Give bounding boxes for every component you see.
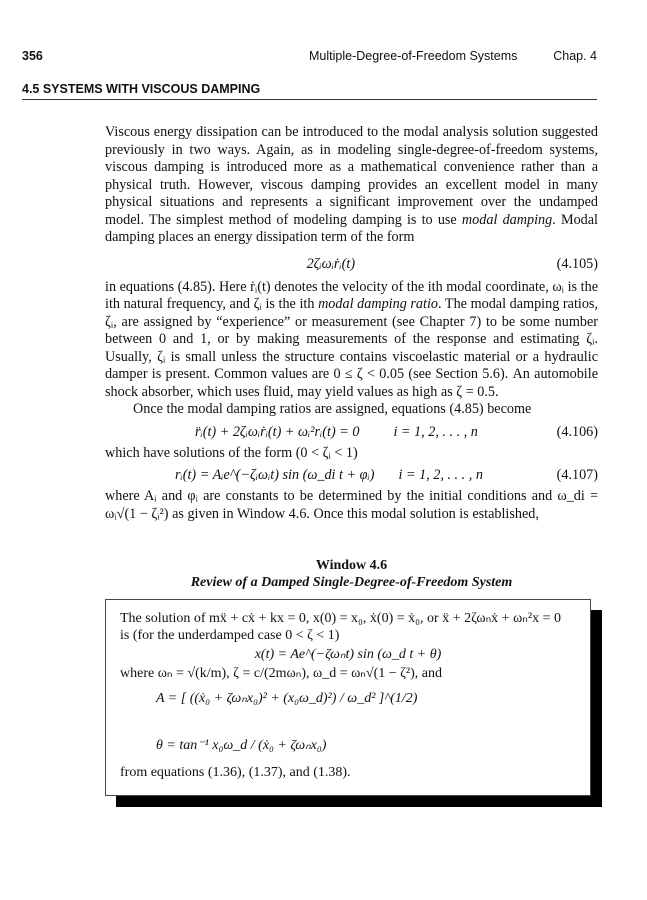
- text: in equations (4.85). Here ṙᵢ(t) denotes the velocity of the ith modal coordinate, ωᵢ is the ith natural frequency, and ζᵢ is the ith: [105, 278, 598, 312]
- window-equation: x(t) = Ae^(−ζωₙt) sin (ω_d t + θ): [254, 647, 442, 662]
- text: Viscous energy dissipation can be introduced to the modal analysis solution suggested previously in two ways. Again, as in modeling single-degree-of-freedom systems, viscous damping is introduced more as a mathematical convenience rather than a physical truth. However, viscous damping provides an excellent model in many physical situations and represents a significant improvement over the undamped model. The simplest method of modeling damping is to use: [105, 124, 598, 228]
- amplitude-formula: A = [ ((ẋ₀ + ζωₙx₀)² + (x₀ω_d)²) / ω_d² ]^(1/2): [156, 691, 418, 706]
- equation-expr: r̈ᵢ(t) + 2ζᵢωᵢṙᵢ(t) + ωᵢ²rᵢ(t) = 0: [195, 423, 360, 440]
- page-number: 356: [22, 49, 43, 63]
- equation-expr: rᵢ(t) = Aᵢe^(−ζᵢωᵢt) sin (ω_di t + φᵢ): [175, 467, 375, 483]
- equation-number: (4.107): [556, 467, 598, 483]
- paragraph: [105, 279, 598, 402]
- window-title: Review of a Damped Single-Degree-of-Freedom System: [190, 575, 513, 590]
- window-label: Window 4.6: [315, 558, 388, 573]
- window-text: is (for the underdamped case 0 < ζ < 1): [120, 628, 340, 643]
- equation-number: (4.105): [556, 255, 598, 272]
- window-text: where ωₙ = √(k/m), ζ = c/(2mωₙ), ω_d = ωₙ√(1 − ζ²), and: [120, 666, 442, 681]
- emphasis: modal damping: [461, 211, 553, 228]
- equation-range: i = 1, 2, . . . , n: [398, 467, 483, 483]
- page-column: [105, 124, 598, 796]
- paragraph: where Aᵢ and φᵢ are constants to be determined by the initial conditions and ω_di = ωᵢ√(1 − ζᵢ²) as given in Window 4.6. Once this modal solution is established,: [105, 488, 598, 522]
- equation-4-105: [105, 251, 598, 277]
- equation-4-107: [105, 462, 598, 488]
- equation-number: (4.106): [556, 423, 598, 440]
- window-text: from equations (1.36), (1.37), and (1.38).: [120, 765, 351, 780]
- text: . Modal damping places an energy dissipation term of the form: [105, 211, 599, 245]
- window-text: The solution of mẍ + cẋ + kx = 0, x(0) = x₀, ẋ(0) = ẋ₀, or ẍ + 2ζωₙẋ + ωₙ²x = 0: [120, 611, 561, 626]
- phase-formula: θ = tan⁻¹ x₀ω_d / (ẋ₀ + ζωₙx₀): [156, 738, 327, 753]
- paragraph: [105, 124, 598, 247]
- chapter-label: Chap. 4: [553, 49, 597, 63]
- section-title: 4.5 SYSTEMS WITH VISCOUS DAMPING: [22, 82, 597, 100]
- window-box: [105, 599, 591, 796]
- emphasis: modal damping ratio: [318, 296, 439, 312]
- text: . The modal damping ratios, ζᵢ, are assigned by “experience” or measurement (see Chapter 7) to be some number between 0 and 1, or by making measurements of the response and estimating ζᵢ. Usually, ζᵢ is small unless the structure contains viscoelastic material or a hydraulic damper is present. Common values are 0 ≤ ζ < 0.05 (see Section 5.6). An automobile shock absorber, which uses fluid, may yield values as high as ζ = 0.5.: [105, 296, 598, 400]
- paragraph: which have solutions of the form (0 < ζᵢ < 1): [105, 444, 358, 461]
- window-formulas: [156, 690, 576, 754]
- equation-range: i = 1, 2, . . . , n: [393, 423, 478, 440]
- running-title: Multiple-Degree-of-Freedom Systems: [309, 49, 518, 63]
- body-text: [105, 124, 598, 523]
- running-header: [22, 49, 597, 65]
- window-caption: [105, 557, 598, 591]
- equation-expr: 2ζᵢωᵢṙᵢ(t): [306, 255, 356, 272]
- equation-4-106: [105, 419, 598, 445]
- paragraph: Once the modal damping ratios are assigned, equations (4.85) become: [133, 401, 532, 417]
